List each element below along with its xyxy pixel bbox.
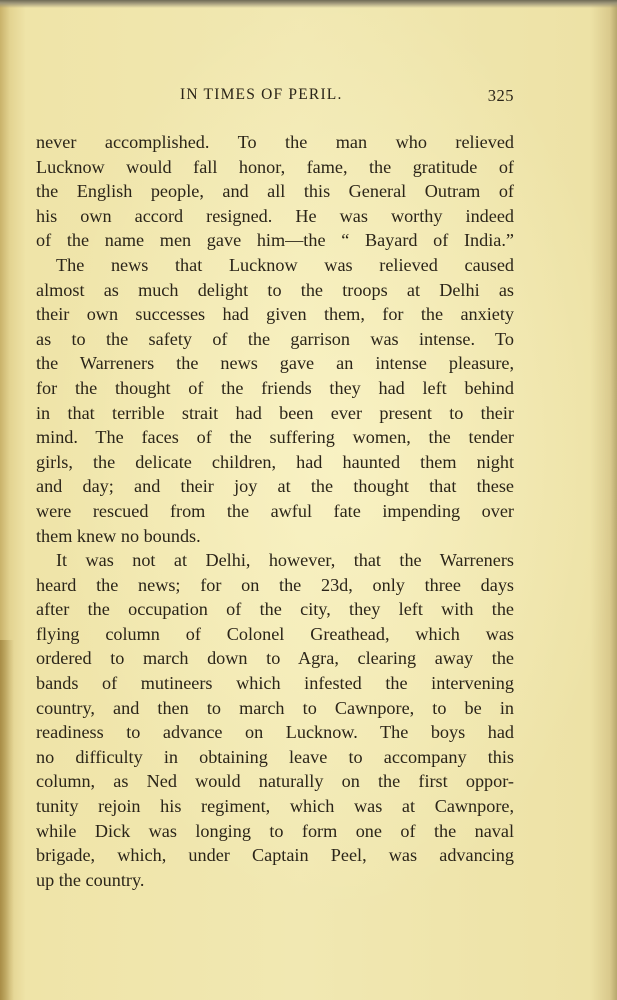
- text-line: girls, the delicate children, had haunted them night: [36, 451, 514, 472]
- text-line: his own accord resigned. He was worthy indeed: [36, 205, 514, 226]
- text-line: flying column of Colonel Greathead, which was: [36, 623, 514, 644]
- text-line: of the name men gave him—the “ Bayard of India.”: [36, 230, 514, 251]
- text-line: while Dick was longing to form one of the naval: [36, 820, 514, 841]
- binding-shadow: [0, 640, 14, 1000]
- text-line: and day; and their joy at the thought that these: [36, 476, 514, 497]
- text-line: up the country.: [36, 869, 145, 890]
- page-number: 325: [487, 86, 514, 105]
- paragraph: [36, 130, 514, 253]
- page-header: [36, 86, 514, 110]
- page-top-edge: [0, 0, 617, 8]
- text-line: bands of mutineers which infested the intervening: [36, 673, 514, 694]
- running-title: IN TIMES OF PERIL.: [180, 86, 343, 103]
- text-line: their own successes had given them, for the anxiety: [36, 304, 514, 325]
- text-line: them knew no bounds.: [36, 525, 201, 546]
- text-line: as to the safety of the garrison was intense. To: [36, 328, 514, 349]
- text-line: The news that Lucknow was relieved caused: [56, 254, 514, 275]
- text-line: never accomplished. To the man who relieved: [36, 132, 514, 152]
- text-line: after the occupation of the city, they left with the: [36, 599, 514, 620]
- text-line: Lucknow would fall honor, fame, the gratitude of: [36, 156, 514, 177]
- text-line: column, as Ned would naturally on the first oppor-: [36, 771, 514, 792]
- text-line: for the thought of the friends they had left behind: [36, 377, 514, 398]
- text-line: were rescued from the awful fate impending over: [36, 500, 514, 521]
- text-line: It was not at Delhi, however, that the Warreners: [56, 550, 514, 571]
- text-line: ordered to march down to Agra, clearing away the: [36, 648, 514, 669]
- text-line: no difficulty in obtaining leave to accompany this: [36, 746, 514, 767]
- text-line: tunity rejoin his regiment, which was at Cawnpore,: [36, 796, 514, 817]
- text-line: mind. The faces of the suffering women, the tender: [36, 427, 514, 448]
- text-line: brigade, which, under Captain Peel, was advancing: [36, 845, 514, 866]
- text-line: almost as much delight to the troops at Delhi as: [36, 279, 514, 300]
- text-line: the Warreners the news gave an intense pleasure,: [36, 353, 514, 374]
- text-line: readiness to advance on Lucknow. The boys had: [36, 722, 514, 743]
- text-line: in that terrible strait had been ever present to their: [36, 402, 514, 423]
- text-line: the English people, and all this General Outram of: [36, 181, 514, 202]
- paragraph: [36, 253, 514, 548]
- text-line: country, and then to march to Cawnpore, to be in: [36, 697, 514, 718]
- body-text: [36, 130, 514, 892]
- paragraph: [36, 548, 514, 892]
- text-line: heard the news; for on the 23d, only three days: [36, 574, 514, 595]
